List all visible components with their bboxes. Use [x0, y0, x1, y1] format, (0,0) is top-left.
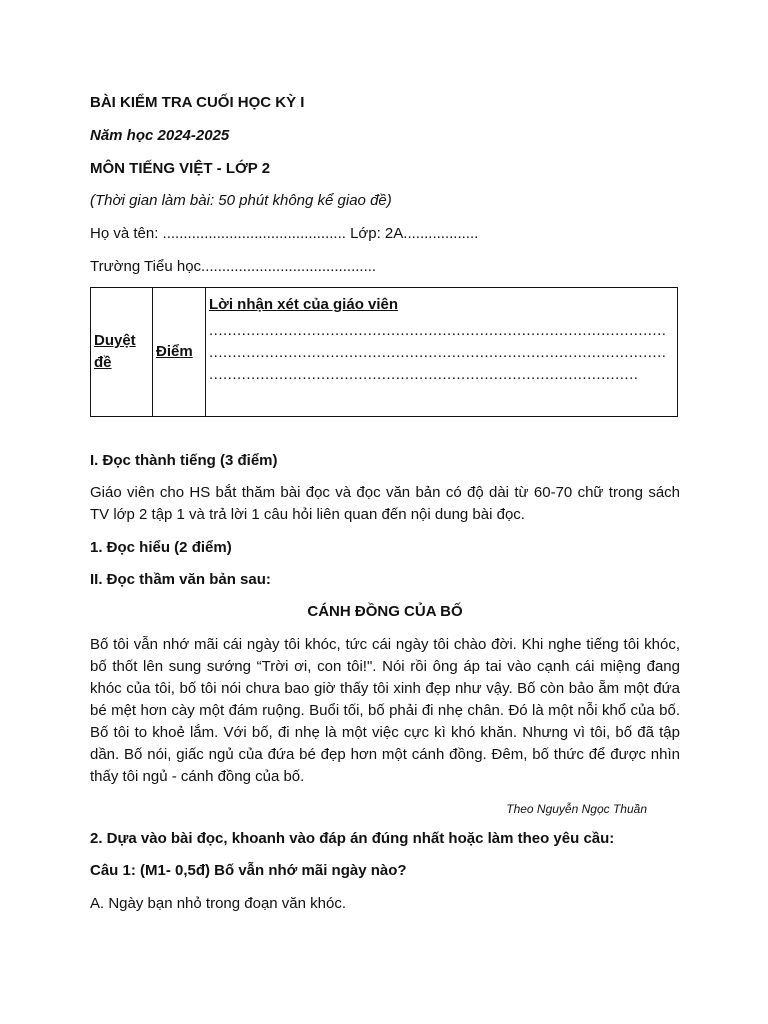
approval-label: Duyệt đề [94, 332, 136, 371]
comment-dots-line: .................................................................................................. [209, 322, 667, 339]
subject-title: MÔN TIẾNG VIỆT - LỚP 2 [90, 160, 271, 177]
school-year: Năm học 2024-2025 [90, 127, 230, 144]
school-name-line: Trường Tiểu học.......................................... [90, 258, 377, 275]
reading-aloud-instructions: Giáo viên cho HS bắt thăm bài đọc và đọc văn bản có độ dài từ 60-70 chữ trong sách TV lớp 2 tập 1 và trả lời 1 câu hỏi liên quan đến nội dung bài đọc. [90, 484, 680, 523]
score-cell [153, 288, 206, 417]
question-1-option-a: A. Ngày bạn nhỏ trong đoạn văn khóc. [90, 895, 347, 912]
story-text: Bố tôi vẫn nhớ mãi cái ngày tôi khóc, tức cái ngày tôi chào đời. Khi nghe tiếng tôi khóc, bố thốt lên sung sướng “Trời ơi, con tôi!". Nói rồi ông áp tai vào cạnh cái miệng đang khóc của tôi, bố tôi nói chưa bao giờ thấy tôi xinh đẹp như vậy. Bố còn bảo ẵm một đứa bé mệt hơn cày một đám ruộng. Buổi tối, bố phải đi nhẹ chân. Đó là một nỗi khổ của bố. Bố tôi to khoẻ lắm. Với bố, đi nhẹ là một việc cực kì khó khăn. Nhưng vì tôi, bố đã tập dần. Bố nói, giấc ngủ của đứa bé đẹp hơn một cánh đồng. Đêm, bố thức để được nhìn thấy tôi ngủ - cánh đồng của bố. [90, 636, 680, 785]
teacher-comment-cell [206, 288, 678, 417]
question-1: Câu 1: (M1- 0,5đ) Bố vẫn nhớ mãi ngày nào? [90, 862, 407, 879]
grade-table [90, 287, 678, 417]
questions-instruction: 2. Dựa vào bài đọc, khoanh vào đáp án đúng nhất hoặc làm theo yêu cầu: [90, 830, 615, 847]
comment-dots-line: .................................................................................................. [209, 344, 667, 361]
teacher-comment-title: Lời nhận xét của giáo viên [209, 296, 399, 313]
story-source: Theo Nguyễn Ngọc Thuần [506, 802, 647, 816]
student-name-line: Họ và tên: ............................................ Lớp: 2A.................. [90, 225, 479, 242]
comment-dots-line: ............................................................................................ [209, 366, 639, 383]
exam-title: BÀI KIỂM TRA CUỐI HỌC KỲ I [90, 94, 305, 111]
score-label: Điểm [156, 343, 193, 360]
section-reading-aloud-heading: I. Đọc thành tiếng (3 điểm) [90, 452, 278, 469]
comprehension-heading: 1. Đọc hiểu (2 điểm) [90, 539, 232, 556]
silent-reading-heading: II. Đọc thầm văn bản sau: [90, 571, 271, 588]
approval-cell [91, 288, 153, 417]
exam-duration: (Thời gian làm bài: 50 phút không kể giao đề) [90, 192, 392, 209]
story-title: CÁNH ĐỒNG CỦA BỐ [307, 603, 463, 620]
